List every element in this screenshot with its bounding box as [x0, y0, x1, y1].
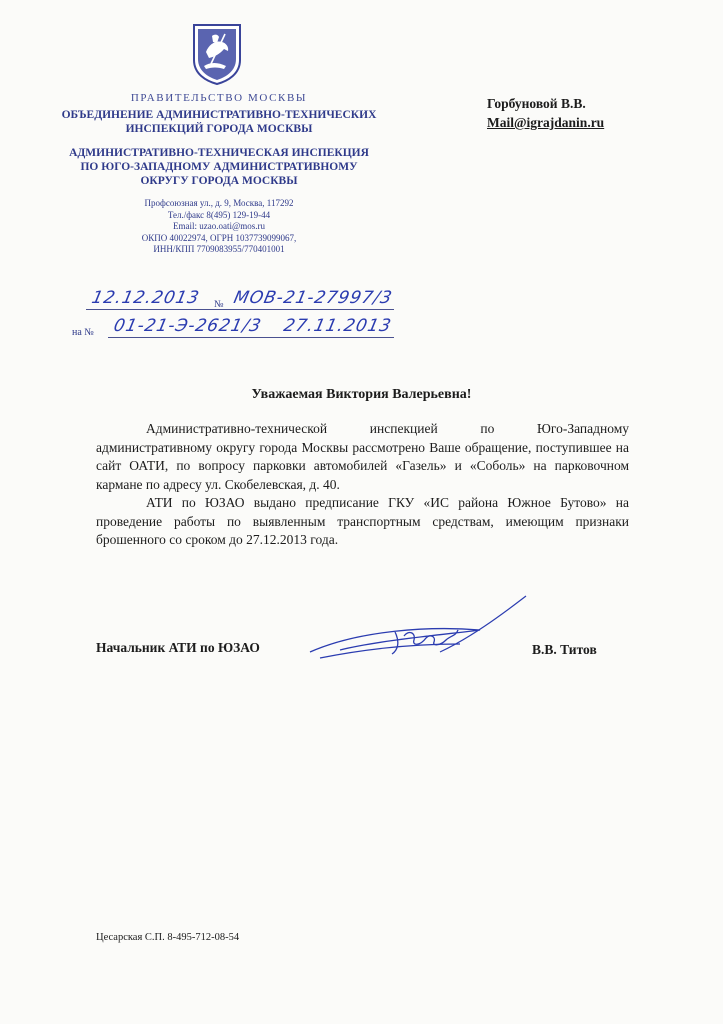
signatory-title: Начальник АТИ по ЮЗАО	[96, 640, 260, 655]
reference-date: 27.11.2013	[281, 316, 394, 336]
issuing-organization: АДМИНИСТРАТИВНО-ТЕХНИЧЕСКАЯ ИНСПЕКЦИЯ ПО ЮГО-ЗАПАДНОМУ АДМИНИСТРАТИВНОМУ ОКРУГУ ГОРОДА МОСКВЫ	[69, 147, 369, 187]
registration-date: 12.12.2013	[89, 288, 202, 308]
address: Профсоюзная ул., д. 9, Москва, 117292	[144, 198, 294, 208]
handwritten-signature	[300, 590, 540, 680]
signatory-name: В.В. Титов	[532, 642, 597, 657]
body-paragraph-2: АТИ по ЮЗАО выдано предписание ГКУ «ИС района Южное Бутово» на проведение работы по выявленным транспортным средствам, имеющим признаки брошенного со сроком до 27.12.2013 года.	[96, 495, 629, 547]
registration-line	[72, 290, 394, 314]
reference-label: на №	[72, 327, 94, 338]
reference-line	[72, 318, 394, 342]
number-label: №	[214, 299, 224, 310]
body-paragraph-1: Административно-технической инспекцией по Юго-Западному административному округу города Москвы рассмотрено Ваше обращение, поступившее на сайт ОАТИ, по вопросу парковки автомобилей «Газель» и «Соболь» на парковочном кармане по адресу ул. Скобелевская, д. 40.	[96, 421, 629, 492]
okpo-ogrn: ОКПО 40022974, ОГРН 1037739099067,	[141, 232, 297, 243]
letter-body	[96, 420, 629, 550]
executor-contact: Цесарская С.П. 8-495-712-08-54	[96, 932, 240, 943]
contact-block	[60, 198, 378, 256]
registration-number: МОВ-21-27997/3	[231, 288, 395, 308]
reference-number: 01-21-Э-2621/3	[111, 316, 264, 336]
moscow-coat-of-arms-icon	[190, 22, 244, 86]
recipient-name: Горбуновой В.В.	[487, 96, 586, 111]
letterhead	[60, 92, 378, 256]
phone: Тел./факс 8(495) 129-19-44	[167, 209, 271, 220]
email: Email: uzao.oati@mos.ru	[172, 221, 266, 231]
inn-kpp: ИНН/КПП 7709083955/770401001	[153, 244, 285, 254]
greeting: Уважаемая Виктория Валерьевна!	[251, 387, 472, 402]
recipient-block	[487, 94, 604, 132]
recipient-email: Mail@igrajdanin.ru	[487, 115, 605, 130]
parent-organization: ОБЪЕДИНЕНИЕ АДМИНИСТРАТИВНО-ТЕХНИЧЕСКИХ ИНСПЕКЦИЙ ГОРОДА МОСКВЫ	[61, 109, 377, 135]
government-name: ПРАВИТЕЛЬСТВО МОСКВЫ	[130, 92, 308, 104]
